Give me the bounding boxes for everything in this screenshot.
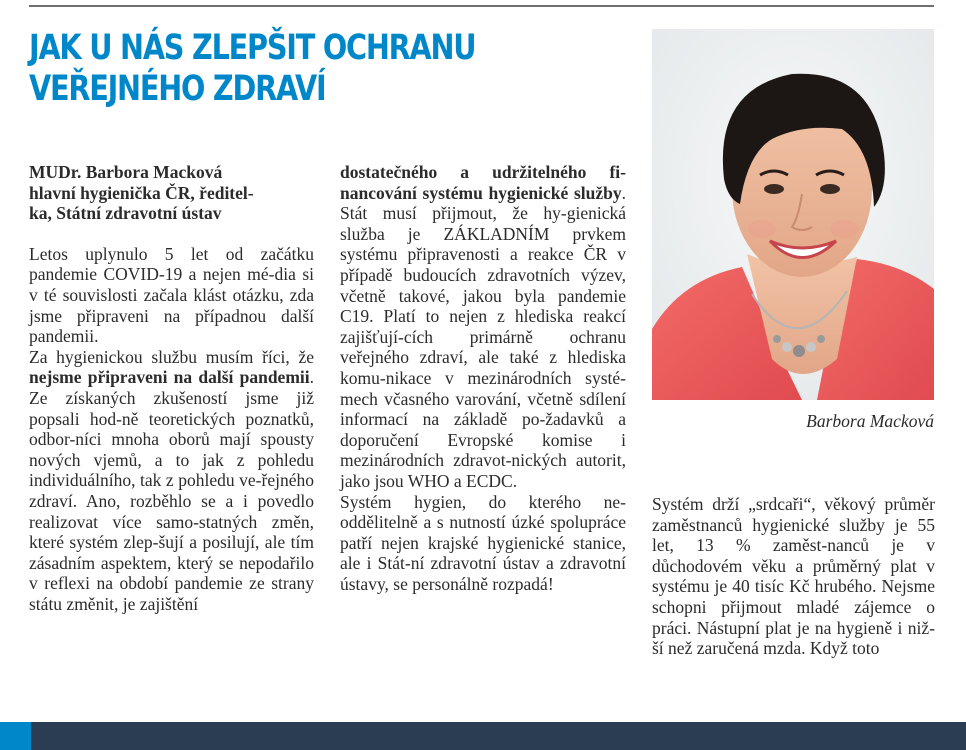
author-portrait	[652, 29, 934, 400]
article-headline	[29, 28, 521, 110]
headline-line-1: JAK U NÁS ZLEPŠIT OCHRANU	[29, 28, 476, 68]
paragraph-hygiene-system: Systém hygien, do kterého ne-oddělitelně a s nutností úzké spolupráce patří nejen krajské hygienické stanice, ale i Stát-ní zdravotní ústav a zdravotní ústavy, se personálně rozpadá!	[340, 491, 626, 594]
author-portrait-illustration	[652, 29, 934, 400]
top-rule	[29, 5, 934, 7]
author-title-line-1: hlavní hygienička ČR, ředitel-	[29, 182, 254, 203]
paragraph-financing-emphasis: dostatečného a udržitelného fi-nancování systému hygienické služby	[340, 162, 626, 203]
paragraph-financing	[340, 162, 626, 492]
photo-caption: Barbora Macková	[806, 411, 934, 431]
paragraph-preparedness-start: Za hygienickou službu musím říci, že	[29, 346, 314, 367]
author-name: MUDr. Barbora Macková	[29, 162, 223, 182]
footer-accent	[0, 722, 31, 750]
headline-line-2: VEŘEJNÉHO ZDRAVÍ	[29, 69, 326, 109]
author-title-line-2: ka, Státní zdravotní ústav	[29, 203, 222, 224]
article-column-3	[652, 494, 935, 659]
paragraph-preparedness-rest: . Ze získaných zkušeností jsme již popsali hod-ně teoretických poznatků, odbor-níci mnoha oborů mají spousty nových vjemů, a to jak z pohledu individuálního, tak z pohledu ve-řejného zdraví. Ano, rozběhlo se a i povedlo realizovat více samo-statných změn, které systém zlep-šují a posilují, ale tím zásadním aspektem, který se nepodařilo v reflexi na období pandemie ze strany státu změnit, je zajištění	[29, 367, 314, 614]
paragraph-preparedness	[29, 347, 314, 615]
paragraph-financing-rest: . Stát musí přijmout, že hy-gienická služba je ZÁKLADNÍM prvkem systému připravenosti a reakce ČR v případě budoucích zdravotních výzev, včetně takové, jakou byla pandemie C19. Platí to nejen z hlediska reakcí zajišťují-cích primárně ochranu veřejného zdraví, ale také z hlediska komu-nikace v mezinárodních systé-mech včasného varování, včetně sdílení informací na základě po-žadavků a doporučení Evropské komise i mezinárodních zdravot-nických autorit, jako jsou WHO a ECDC.	[340, 182, 626, 491]
author-byline	[29, 162, 314, 224]
footer-bar	[0, 722, 966, 750]
article-column-2	[340, 162, 626, 594]
paragraph-intro: Letos uplynulo 5 let od začátku pandemie COVID-19 a nejen mé-dia si v té souvislosti začala klást otázku, zda jsme připraveni na případnou další pandemii.	[29, 243, 314, 347]
paragraph-preparedness-emphasis: nejsme připraveni na další pandemii	[29, 367, 310, 388]
article-column-1	[29, 162, 314, 614]
paragraph-staff: Systém drží „srdcaři“, věkový průměr zaměstnanců hygienické služby je 55 let, 13 % zaměst-nanců je v důchodovém věku a průměrný plat v systému je 40 tisíc Kč hrubého. Nejsme schopni přijmout mladé zájemce o práci. Nástupní plat je na hygieně i niž-ší než zaručená mzda. Když toto	[652, 494, 935, 659]
